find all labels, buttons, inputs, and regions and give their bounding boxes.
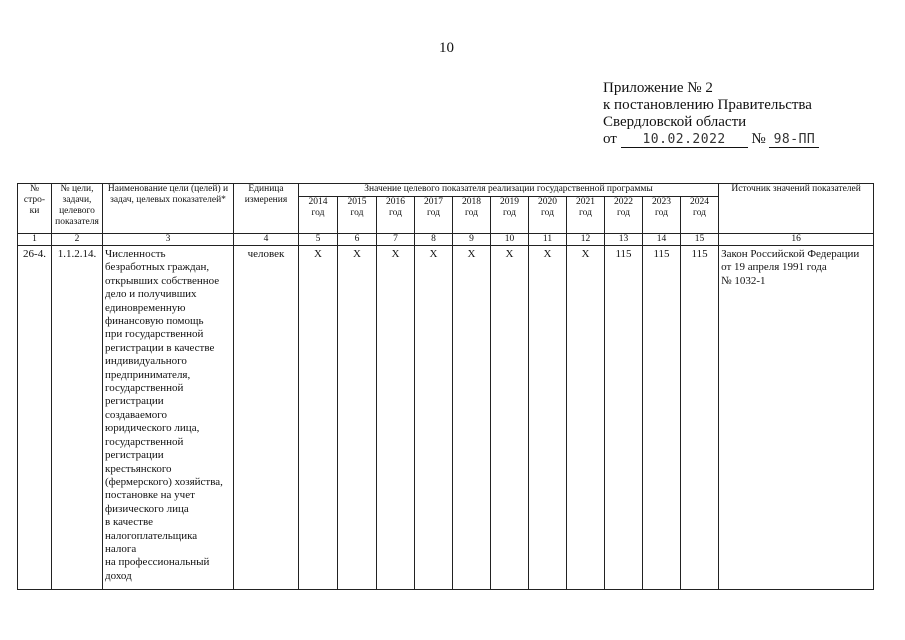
indicators-table (17, 183, 874, 590)
column-number: 1 (18, 234, 52, 246)
year-value: 2018 (462, 197, 481, 207)
cell-value-2014: X (299, 246, 338, 590)
indicator-name-line: (фермерского) хозяйства, (105, 475, 223, 488)
indicator-name-line: государственной (105, 382, 184, 395)
indicator-name-line: при государственной (105, 328, 204, 341)
header-year-2020 (529, 197, 567, 234)
cell-goal-no: 1.1.2.14. (52, 246, 103, 590)
indicator-name-line: единовременную (105, 301, 186, 314)
column-number: 13 (605, 234, 643, 246)
page-number: 10 (439, 40, 454, 56)
header-year-2024 (681, 197, 719, 234)
number-prefix: № (751, 131, 766, 147)
indicator-name-line: Численность (105, 248, 166, 260)
column-number: 9 (453, 234, 491, 246)
appendix-region: Свердловской области (603, 114, 747, 130)
cell-value-2020: X (529, 246, 567, 590)
indicator-name-line: крестьянского (105, 462, 172, 475)
header-unit: Единица измерения (234, 184, 299, 234)
appendix-resolution-ref: к постановлению Правительства (603, 97, 812, 113)
cell-value-2016: X (377, 246, 415, 590)
cell-indicator-name (103, 246, 234, 590)
indicator-name-line: создаваемого (105, 408, 168, 421)
indicator-name-line: в качестве (105, 516, 153, 529)
cell-source (719, 246, 874, 590)
year-label: год (579, 208, 592, 218)
header-name: Наименование цели (целей) и задач, целевых показателей* (103, 184, 234, 234)
cell-value-2021: X (567, 246, 605, 590)
cell-value-2017: X (415, 246, 453, 590)
header-year-2017 (415, 197, 453, 234)
indicator-name-line: государственной (105, 435, 184, 448)
header-year-2018 (453, 197, 491, 234)
header-year-2016 (377, 197, 415, 234)
header-source: Источник значений показателей (719, 184, 874, 234)
header-year-2019 (491, 197, 529, 234)
indicator-name-line: открывших собственное (105, 274, 220, 287)
column-number: 8 (415, 234, 453, 246)
year-value: 2015 (347, 197, 367, 207)
indicator-name-line: физического лица (105, 502, 189, 515)
year-value: 2024 (690, 197, 710, 207)
column-number: 14 (643, 234, 681, 246)
appendix-title: Приложение № 2 (603, 80, 713, 96)
column-number: 2 (52, 234, 103, 246)
date-prefix: от (603, 131, 617, 147)
year-label: год (311, 208, 325, 218)
year-value: 2017 (424, 197, 443, 207)
year-value: 2014 (308, 197, 328, 207)
year-label: год (465, 208, 478, 218)
indicator-name-line: юридического лица, (105, 422, 200, 435)
column-number: 4 (234, 234, 299, 246)
indicator-name-line: предпринимателя, (105, 368, 191, 381)
year-value: 2022 (614, 197, 633, 207)
cell-value-2018: X (453, 246, 491, 590)
indicator-name-line: индивидуального (105, 355, 187, 368)
cell-value-2019: X (491, 246, 529, 590)
year-label: год (541, 208, 554, 218)
column-number: 3 (103, 234, 234, 246)
cell-unit: человек (234, 246, 299, 590)
year-label: год (617, 208, 630, 218)
year-label: год (427, 208, 440, 218)
column-number: 16 (719, 234, 874, 246)
cell-row-no: 26-4. (18, 246, 52, 590)
year-label: год (655, 208, 668, 218)
year-value: 2016 (386, 197, 405, 207)
cell-value-2023: 115 (643, 246, 681, 590)
appendix-date-number-line (603, 131, 819, 148)
header-year-2022 (605, 197, 643, 234)
source-line: Закон Российской Федерации (721, 248, 860, 260)
source-line: № 1032-1 (721, 274, 766, 287)
indicator-name-line: безработных граждан, (105, 261, 210, 274)
column-number: 15 (681, 234, 719, 246)
indicator-name-line: дело и получивших (105, 288, 197, 301)
year-value: 2023 (652, 197, 671, 207)
header-goal-no: № цели, задачи, целевого показателя (52, 184, 103, 234)
year-value: 2019 (500, 197, 519, 207)
indicator-name-line: постановке на учет (105, 489, 195, 502)
year-label: год (350, 208, 364, 218)
column-number: 5 (299, 234, 338, 246)
header-year-2021 (567, 197, 605, 234)
year-label: год (389, 208, 402, 218)
header-year-2014 (299, 197, 338, 234)
appendix-header (603, 80, 819, 148)
indicator-name-line: доход (105, 569, 132, 582)
header-year-2023 (643, 197, 681, 234)
column-number: 7 (377, 234, 415, 246)
indicator-name-line: регистрации (105, 449, 164, 462)
year-label: год (693, 208, 707, 218)
cell-value-2015: X (338, 246, 377, 590)
header-year-2015 (338, 197, 377, 234)
column-number: 6 (338, 234, 377, 246)
indicator-name-line: регистрации (105, 395, 164, 408)
indicator-name-line: финансовую помощь (105, 315, 204, 328)
indicator-name-line: налогоплательщика (105, 529, 198, 542)
column-number: 11 (529, 234, 567, 246)
cell-value-2022: 115 (605, 246, 643, 590)
year-value: 2021 (576, 197, 595, 207)
indicator-name-line: на профессиональный (105, 556, 210, 569)
resolution-date: 10.02.2022 (621, 133, 748, 148)
resolution-number: 98-ПП (769, 133, 819, 148)
column-number: 12 (567, 234, 605, 246)
indicator-name-line: регистрации в качестве (105, 341, 215, 354)
header-values-group: Значение целевого показателя реализации государственной программы (299, 184, 719, 197)
column-number: 10 (491, 234, 529, 246)
year-value: 2020 (538, 197, 557, 207)
cell-value-2024: 115 (681, 246, 719, 590)
indicator-name-line: налога (105, 542, 137, 555)
year-label: год (503, 208, 516, 218)
header-row-no: № стро-ки (18, 184, 52, 234)
source-line: от 19 апреля 1991 года (721, 261, 827, 274)
